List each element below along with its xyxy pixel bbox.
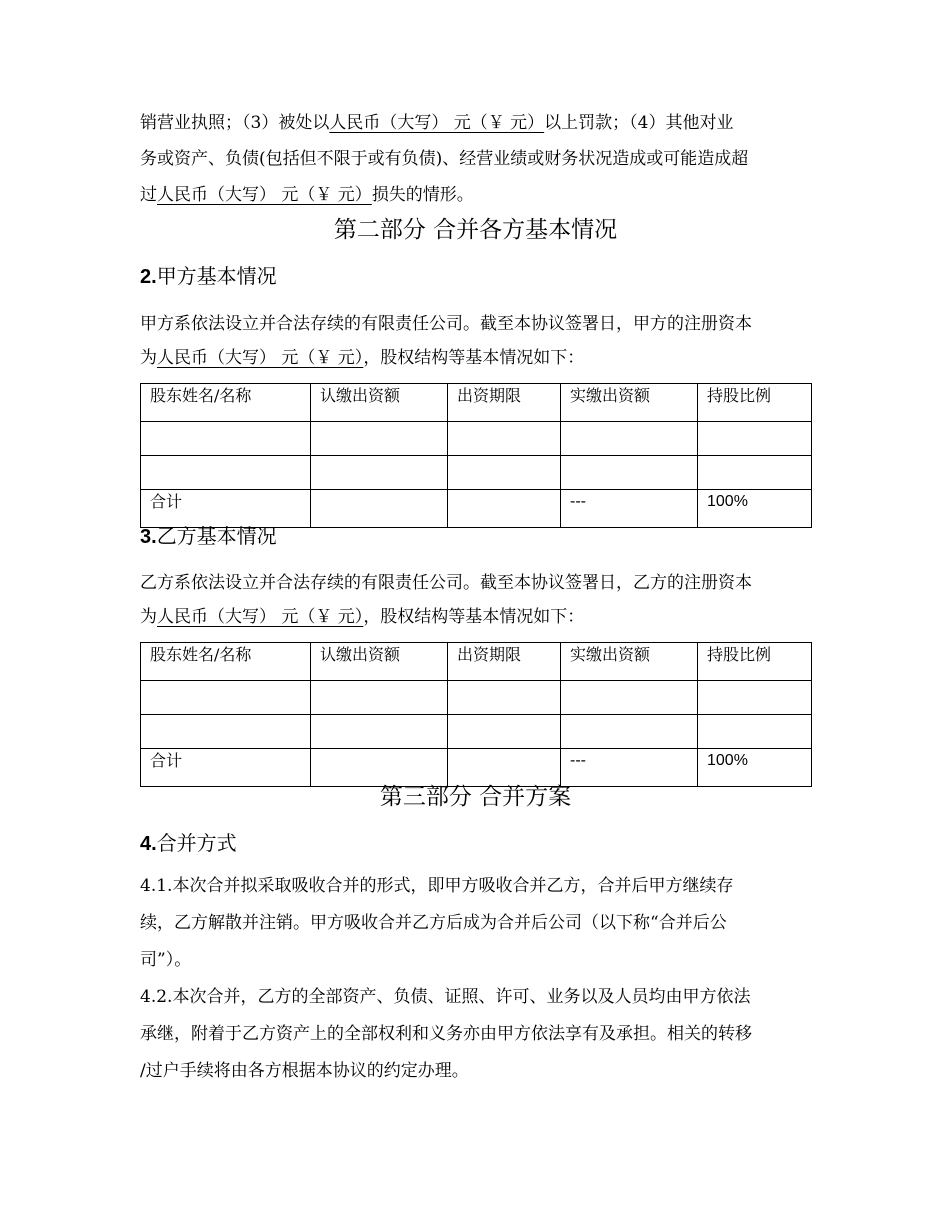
header-cell-subscribed: 认缴出资额 [311, 643, 448, 681]
partyA-para-line-2 [140, 340, 811, 376]
partyA-para-line-1: 甲方系依法设立并合法存续的有限责任公司。截至本协议签署日，甲方的注册资本 [140, 314, 752, 334]
intro-line-3 [140, 177, 811, 213]
clause-4-2-line-2: 承继，附着于乙方资产上的全部权利和义务亦由甲方依法享有及承担。相关的转移 [140, 1024, 752, 1044]
intro-text: 销营业执照；（3）被处以 [140, 113, 330, 133]
table-cell [141, 715, 311, 749]
table-header-row [141, 643, 812, 681]
clause-4-1-line-2: 续，乙方解散并注销。甲方吸收合并乙方后成为合并后公司（以下称“合并后公 [140, 913, 727, 933]
heading-text: 甲方基本情况 [156, 264, 277, 288]
partyA-capital-blank: 人民币（大写） 元（￥ 元） [157, 348, 364, 368]
part3-title: 第三部分 合并方案 [379, 784, 572, 810]
header-cell-name: 股东姓名/名称 [141, 643, 311, 681]
table-cell [448, 681, 561, 715]
para-text: ，股权结构等基本情况如下： [363, 348, 585, 368]
table-cell [698, 681, 812, 715]
total-label: 合计 [141, 490, 311, 528]
heading-number: 2. [140, 266, 157, 288]
table-cell [561, 456, 698, 490]
table-cell [698, 422, 812, 456]
partyB-shareholder-table [140, 642, 812, 787]
header-cell-paid: 实缴出资额 [561, 643, 698, 681]
intro-text: 损失的情形。 [371, 185, 474, 205]
header-cell-term: 出资期限 [448, 643, 561, 681]
table-cell [311, 490, 448, 528]
intro-blank-amount: 人民币（大写） 元（￥ 元） [329, 113, 545, 133]
para-text: 为 [140, 348, 157, 368]
partyB-para-line-1: 乙方系依法设立并合法存续的有限责任公司。截至本协议签署日，乙方的注册资本 [140, 573, 752, 593]
part2-title: 第二部分 合并各方基本情况 [333, 217, 618, 243]
table-cell [311, 422, 448, 456]
table-cell [141, 456, 311, 490]
intro-line-1 [140, 105, 811, 141]
heading-number: 3. [140, 526, 157, 548]
table-row [141, 715, 812, 749]
table-row [141, 456, 812, 490]
header-cell-ratio: 持股比例 [698, 384, 812, 422]
table-row [141, 681, 812, 715]
header-cell-name: 股东姓名/名称 [141, 384, 311, 422]
partyB-capital-blank: 人民币（大写） 元（￥ 元） [157, 607, 364, 627]
table-cell [448, 749, 561, 787]
clause-4-1-line-3: 司”）。 [140, 950, 192, 970]
clause-4-2-line-1: 4.2.本次合并，乙方的全部资产、负债、证照、许可、业务以及人员均由甲方依法 [140, 987, 751, 1007]
table-cell [698, 715, 812, 749]
total-ratio: 100% [698, 490, 812, 528]
intro-line-2: 务或资产、负债(包括但不限于或有负债)、经营业绩或财务状况造成或可能造成超 [140, 149, 749, 169]
partyB-heading [140, 522, 277, 551]
heading-number: 4. [140, 833, 157, 855]
table-cell [141, 681, 311, 715]
table-cell [448, 715, 561, 749]
header-cell-term: 出资期限 [448, 384, 561, 422]
total-ratio: 100% [698, 749, 812, 787]
heading-text: 乙方基本情况 [156, 524, 277, 548]
table-cell [448, 422, 561, 456]
total-paid: --- [561, 749, 698, 787]
table-cell [448, 490, 561, 528]
intro-blank-amount: 人民币（大写） 元（￥ 元） [157, 185, 372, 205]
para-text: 为 [140, 607, 157, 627]
table-cell [698, 456, 812, 490]
table-cell [448, 456, 561, 490]
total-paid: --- [561, 490, 698, 528]
header-cell-subscribed: 认缴出资额 [311, 384, 448, 422]
table-cell [561, 422, 698, 456]
table-cell [311, 749, 448, 787]
partyA-heading [140, 262, 277, 291]
heading-text: 合并方式 [156, 831, 237, 855]
table-cell [561, 681, 698, 715]
clause-4-1-line-1: 4.1.本次合并拟采取吸收合并的形式，即甲方吸收合并乙方，合并后甲方继续存 [140, 876, 734, 896]
partyA-shareholder-table [140, 383, 812, 528]
table-total-row [141, 749, 812, 787]
merger-method-heading [140, 829, 237, 858]
total-label: 合计 [141, 749, 311, 787]
header-cell-ratio: 持股比例 [698, 643, 812, 681]
table-cell [311, 681, 448, 715]
intro-text: 以上罚款；（4）其他对业 [544, 113, 734, 133]
intro-text: 过 [140, 185, 157, 205]
table-cell [141, 422, 311, 456]
table-row [141, 422, 812, 456]
clause-4-2-line-3: /过户手续将由各方根据本协议的约定办理。 [140, 1061, 469, 1081]
table-cell [311, 456, 448, 490]
table-header-row [141, 384, 812, 422]
header-cell-paid: 实缴出资额 [561, 384, 698, 422]
para-text: ，股权结构等基本情况如下： [363, 607, 585, 627]
table-cell [561, 715, 698, 749]
partyB-para-line-2 [140, 599, 811, 635]
table-cell [311, 715, 448, 749]
